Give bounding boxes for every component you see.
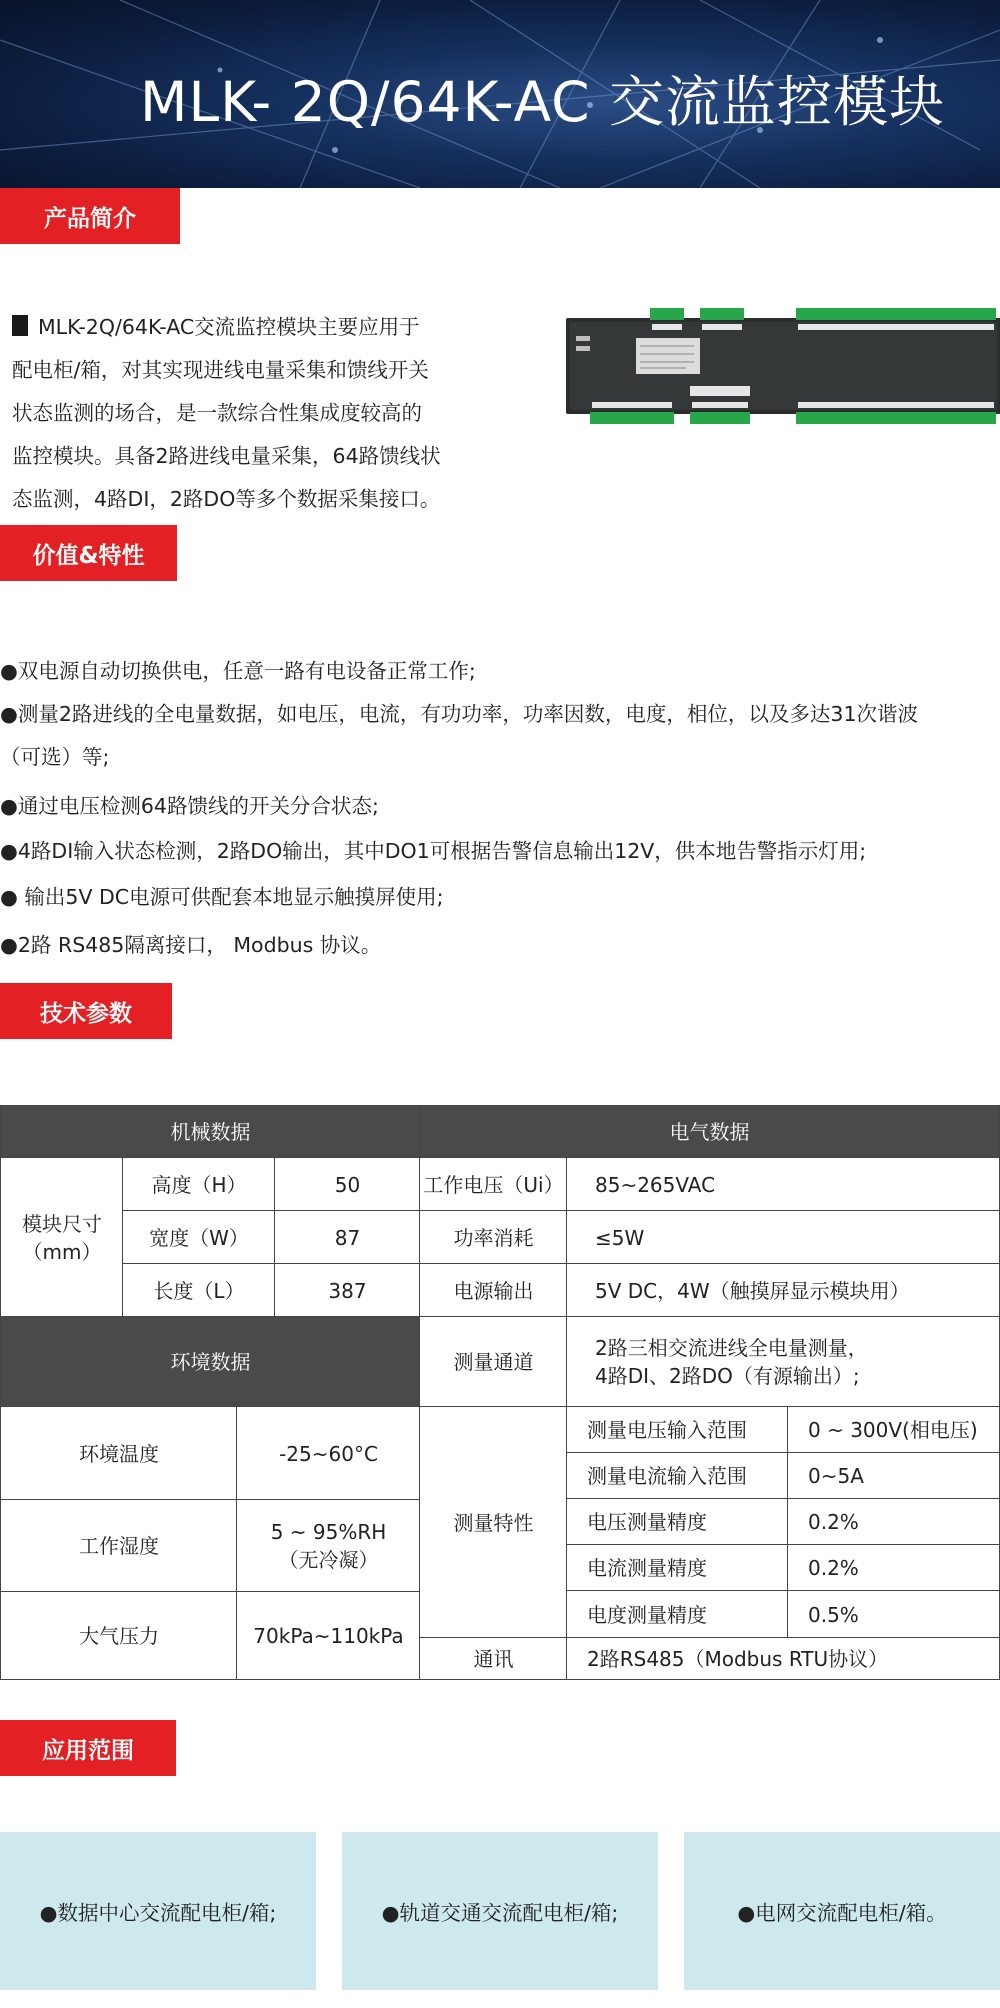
- table-header-electrical: 电气数据: [419, 1105, 1000, 1159]
- height-label: 高度（H）: [122, 1157, 276, 1212]
- intro-line: 配电柜/箱，对其实现进线电量采集和馈线开关: [12, 358, 429, 382]
- module-size-line: （mm）: [22, 1239, 102, 1264]
- app-box-power-grid: ●电网交流配电柜/箱。: [684, 1832, 1000, 1990]
- intro-line: 监控模块。具备2路进线电量采集，64路馈线状: [12, 444, 441, 468]
- bullet-square-icon: [12, 315, 28, 336]
- output-value: 5V DC，4W（触摸屏显示模块用）: [566, 1263, 1000, 1318]
- pressure-label: 大气压力: [0, 1591, 238, 1680]
- humidity-value: [236, 1499, 421, 1593]
- length-label: 长度（L）: [122, 1263, 276, 1318]
- comm-value: 2路RS485（Modbus RTU协议）: [566, 1637, 1000, 1680]
- meas-row-value: 0.5%: [787, 1590, 1000, 1639]
- meas-row-label: 测量电流输入范围: [566, 1452, 789, 1500]
- meas-row-value: 0~5A: [787, 1452, 1000, 1500]
- meas-row-value: 0.2%: [787, 1498, 1000, 1546]
- width-label: 宽度（W）: [122, 1210, 276, 1265]
- section-tag-apps: 应用范围: [0, 1720, 176, 1776]
- app-box-datacenter: ●数据中心交流配电柜/箱;: [0, 1832, 316, 1990]
- channel-label: 测量通道: [419, 1316, 568, 1408]
- comm-label: 通讯: [419, 1637, 568, 1680]
- intro-paragraph: [12, 306, 492, 521]
- table-header-environment: 环境数据: [0, 1316, 421, 1408]
- product-image: [566, 306, 1000, 426]
- intro-line: MLK-2Q/64K-AC交流监控模块主要应用于: [38, 315, 420, 339]
- section-tag-specs: 技术参数: [0, 983, 172, 1039]
- header-banner: [0, 0, 1000, 188]
- humidity-value-line: （无冷凝）: [278, 1548, 379, 1572]
- meas-row-label: 测量电压输入范围: [566, 1406, 789, 1454]
- page-title: MLK- 2Q/64K-AC 交流监控模块: [140, 70, 945, 134]
- channel-value-line: 4路DI、2路DO（有源输出）;: [595, 1364, 860, 1388]
- temp-label: 环境温度: [0, 1406, 238, 1501]
- voltage-label: 工作电压（Ui）: [419, 1157, 568, 1212]
- feature-item: ●测量2路进线的全电量数据，如电压，电流，有功功率，功率因数，电度，相位，以及多达31次谐波: [0, 702, 919, 726]
- meas-label: 测量特性: [419, 1406, 568, 1639]
- section-tag-features: 价值&特性: [0, 525, 177, 581]
- voltage-value: 85~265VAC: [566, 1157, 1000, 1212]
- pressure-value: 70kPa~110kPa: [236, 1591, 421, 1680]
- meas-row-value: 0.2%: [787, 1544, 1000, 1592]
- power-label: 功率消耗: [419, 1210, 568, 1265]
- module-size-line: 模块尺寸: [22, 1211, 102, 1236]
- intro-line: 状态监测的场合，是一款综合性集成度较高的: [12, 401, 422, 425]
- intro-line: 态监测，4路DI，2路DO等多个数据采集接口。: [12, 487, 441, 511]
- meas-row-label: 电度测量精度: [566, 1590, 789, 1639]
- feature-item: ●通过电压检测64路馈线的开关分合状态;: [0, 794, 379, 818]
- meas-row-label: 电压测量精度: [566, 1498, 789, 1546]
- output-label: 电源输出: [419, 1263, 568, 1318]
- feature-item: ● 输出5V DC电源可供配套本地显示触摸屏使用;: [0, 885, 444, 909]
- meas-row-value: 0 ~ 300V(相电压): [787, 1406, 1000, 1454]
- humidity-label: 工作湿度: [0, 1499, 238, 1593]
- feature-item: ●4路DI输入状态检测，2路DO输出，其中DO1可根据告警信息输出12V，供本地告警指示灯用;: [0, 839, 867, 863]
- height-value: 50: [274, 1157, 421, 1212]
- feature-item: ●2路 RS485隔离接口， Modbus 协议。: [0, 933, 382, 957]
- section-tag-intro: 产品简介: [0, 188, 180, 244]
- temp-value: -25~60°C: [236, 1406, 421, 1501]
- length-value: 387: [274, 1263, 421, 1318]
- meas-row-label: 电流测量精度: [566, 1544, 789, 1592]
- module-size-label: [0, 1157, 124, 1318]
- power-value: ≤5W: [566, 1210, 1000, 1265]
- feature-item: （可选）等;: [0, 745, 110, 769]
- app-box-rail-transit: ●轨道交通交流配电柜/箱;: [342, 1832, 658, 1990]
- table-header-mechanical: 机械数据: [0, 1105, 421, 1159]
- width-value: 87: [274, 1210, 421, 1265]
- channel-value: [566, 1316, 1000, 1408]
- channel-value-line: 2路三相交流进线全电量测量，: [595, 1336, 868, 1360]
- humidity-value-line: 5 ~ 95%RH: [270, 1520, 387, 1544]
- spec-table: [0, 1105, 1000, 1680]
- feature-item: ●双电源自动切换供电，任意一路有电设备正常工作;: [0, 659, 476, 683]
